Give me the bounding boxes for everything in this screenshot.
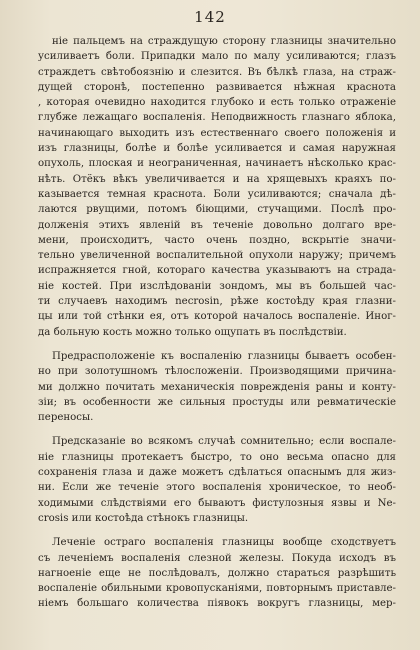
text-line: ніемъ большаго количества піявокъ вокругъ глазницы, мер- [38, 598, 396, 610]
text-line: воспаленіе обильными кровопусканіями, повторнымъ приставле- [38, 583, 396, 595]
text-line: нѣть. Отёкъ вѣкъ увеличивается и на хрящевыхъ краяхъ по- [38, 173, 396, 185]
paragraph-predisposition [38, 349, 396, 425]
text-line: тельно увеличенной воспалительной опухоли наружу; причемъ [38, 250, 396, 262]
text-line: сохраненія глаза и даже можетъ сдѣлаться опаснымъ для жиз- [38, 467, 396, 479]
paragraph-prognosis [38, 434, 396, 526]
text-line: глубже лежащаго воспаленія. Неподвижность глазнаго яблока, [38, 112, 396, 124]
text-line: усиливаетъ боли. Припадки мало по малу усиливаются; глазъ [38, 51, 396, 63]
text-line: ми должно почитать механическія поврежденія раны и конту- [38, 381, 396, 393]
text-line: опухоль, плоская и неограниченная, начинаетъ нѣсколько крас- [38, 158, 396, 170]
text-line: ти случаевъ находимъ necrosin, рѣже костоѣду края глазни- [38, 296, 396, 308]
text-line: лаются рвущими, потомъ біющими, стучащими. Послѣ про- [38, 204, 396, 216]
text-line: ни. Если же теченіе этого воспаленія хроническое, то необ- [38, 482, 396, 494]
paragraph-treatment [38, 535, 396, 611]
text-line: но при золотушномъ тѣлосложеніи. Производящими причина- [38, 366, 396, 378]
text-line: , которая очевидно находится глубоко и есть только отраженіе [38, 97, 396, 109]
text-line: дущей сторонѣ, постепенно развивается нѣжная краснота [38, 81, 396, 93]
text-line: зіи; въ особенности же сильныя простуды или ревматическіе [38, 396, 396, 408]
page-body [38, 34, 396, 612]
text-line: страждетъ свѣтобоязнію и слезится. Въ бѣлкѣ глаза, на страж- [38, 66, 396, 78]
text-line: Предрасположеніе къ воспаленію глазницы бываетъ особен- [52, 350, 396, 362]
text-line: ходимыми слѣдствіями его бываютъ фистулозныя язвы и Ne- [38, 497, 396, 509]
text-line: начинающаго выходить изъ естественнаго своего положенія и [38, 127, 396, 139]
text-line: ніе глазницы протекаетъ быстро, то оно весьма опасно для [38, 451, 396, 463]
text-line: изъ глазницы, болѣе и болѣе усиливается и самая наружная [38, 143, 396, 155]
text-line: ніе пальцемъ на страждущую сторону глазницы значительно [52, 36, 396, 47]
text-line: мени, происходитъ, часто очень поздно, вскрытіе значи- [38, 234, 396, 246]
text-line: казывается темная краснота. Боли усиливаются; сначала дѣ- [38, 188, 396, 200]
text-line: испражняется гной, котораго качества указываютъ на страда- [38, 265, 396, 277]
page-number: 142 [194, 8, 226, 26]
text-line: нагноеніе еще не послѣдовалъ, должно стараться разрѣшить [38, 567, 396, 579]
paragraph-symptoms [38, 34, 396, 340]
text-line: цы или той стѣнки ея, отъ которой началось воспаленіе. Иног- [38, 311, 396, 323]
text-line: Предсказаніе во всякомъ случаѣ сомнительно; если воспале- [52, 436, 396, 448]
text-line: Леченіе остраго воспаленія глазницы вообще сходствуетъ [52, 537, 396, 549]
text-line: съ леченіемъ воспаленія слезной железы. Покуда исходъ въ [38, 552, 396, 564]
text-line: ніе костей. При изслѣдованіи зондомъ, мы въ большей час- [38, 280, 396, 292]
text-line: да больную кость можно только ощупать въ послѣдствіи. [38, 326, 347, 338]
text-line: долженія этихъ явленій въ теченіе довольно долгаго вре- [38, 219, 396, 231]
text-line: crosis или костоѣда стѣнокъ глазницы. [38, 512, 249, 524]
text-line: переносы. [38, 412, 94, 424]
